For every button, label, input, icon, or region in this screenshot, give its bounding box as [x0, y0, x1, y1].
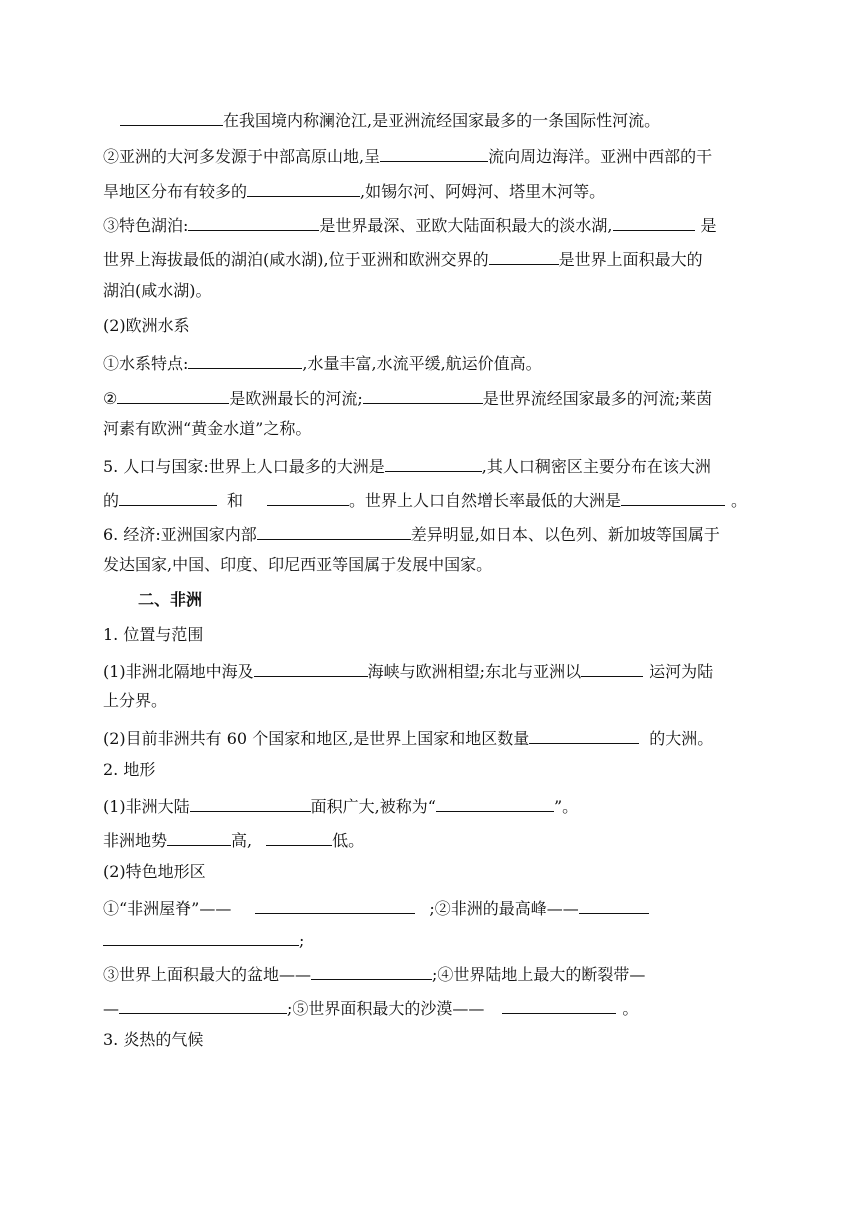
answer-blank[interactable] [380, 144, 488, 162]
landform-line-1 [103, 896, 649, 919]
answer-blank[interactable] [311, 962, 432, 980]
lakes-line-1 [103, 213, 717, 236]
text: ,其人口稠密区主要分布在该大洲 [481, 457, 711, 476]
text: 。 [622, 999, 639, 1018]
terrain-line-1 [103, 794, 578, 817]
text: 是世界最深、亚欧大陆面积最大的淡水湖, [319, 216, 613, 235]
europe-title [103, 316, 190, 336]
text: (2)特色地形区 [103, 862, 206, 881]
text: ”。 [553, 797, 579, 816]
answer-blank[interactable] [119, 488, 217, 506]
mekong-line [120, 108, 660, 131]
text: 。世界上人口自然增长率最低的大洲是 [349, 491, 622, 510]
answer-blank[interactable] [579, 896, 649, 914]
answer-blank[interactable] [190, 794, 311, 812]
text: 差异明显,如日本、以色列、新加坡等国属于 [410, 525, 720, 544]
text: 5. 人口与国家:世界上人口最多的大洲是 [103, 457, 385, 476]
population-line-1 [103, 454, 711, 477]
answer-blank[interactable] [581, 659, 643, 677]
text: 旱地区分布有较多的 [103, 182, 248, 201]
text: 3. 炎热的气候 [103, 1030, 204, 1049]
text: ;④世界陆地上最大的断裂带— [432, 965, 646, 984]
text: ;②非洲的最高峰—— [429, 899, 579, 918]
answer-blank[interactable] [247, 179, 360, 197]
text: (1)非洲大陆 [103, 797, 190, 816]
answer-blank[interactable] [363, 386, 483, 404]
terrain-title [103, 760, 155, 780]
answer-blank[interactable] [385, 454, 482, 472]
text: 是世界上面积最大的 [558, 250, 703, 269]
text: — [103, 999, 119, 1018]
population-line-2 [103, 488, 747, 511]
answer-blank[interactable] [103, 928, 299, 946]
text: 。 [731, 491, 748, 510]
text: 低。 [332, 831, 365, 850]
answer-blank[interactable] [117, 386, 229, 404]
rivers-line-1 [103, 144, 712, 167]
climate-title [103, 1030, 203, 1050]
text: (1)非洲北隔地中海及 [103, 662, 254, 681]
answer-blank[interactable] [621, 488, 725, 506]
text: ③特色湖泊: [103, 216, 189, 235]
africa-heading [138, 590, 202, 610]
text: 是欧洲最长的河流; [229, 389, 363, 408]
text: 湖泊(咸水湖)。 [103, 281, 212, 300]
text: 非洲地势 [103, 831, 168, 850]
answer-blank[interactable] [502, 996, 616, 1014]
rivers-line-2 [103, 179, 605, 202]
text: ③世界上面积最大的盆地—— [103, 965, 312, 984]
text: ;⑤世界面积最大的沙漠—— [287, 999, 485, 1018]
text: ,水量丰富,水流平缓,航运价值高。 [302, 354, 542, 373]
text: 的大洲。 [649, 729, 714, 748]
answer-blank[interactable] [167, 828, 231, 846]
text: 上分界。 [103, 691, 168, 710]
text: 世界上海拔最低的湖泊(咸水湖),位于亚洲和欧洲交界的 [103, 250, 489, 269]
text: 海峡与欧洲相望;东北与亚洲以 [367, 662, 582, 681]
text: 是世界流经国家最多的河流;莱茵 [482, 389, 713, 408]
text: 和 [227, 491, 244, 510]
answer-blank[interactable] [489, 247, 559, 265]
economy-line-1 [103, 522, 720, 545]
europe-feature-line [103, 351, 542, 374]
europe-rivers-line-2 [103, 419, 311, 439]
location-line-2 [103, 691, 167, 711]
text: ② [103, 389, 118, 408]
text: ; [299, 931, 305, 950]
text: 流向周边海洋。亚洲中西部的干 [488, 147, 713, 166]
location-line-3 [103, 726, 713, 749]
answer-blank[interactable] [267, 488, 349, 506]
europe-rivers-line-1 [103, 386, 712, 409]
answer-blank[interactable] [120, 108, 223, 126]
answer-blank[interactable] [529, 726, 639, 744]
text: 河素有欧洲“黄金水道”之称。 [103, 419, 312, 438]
text: 是 [700, 216, 717, 235]
text: ,如锡尔河、阿姆河、塔里木河等。 [360, 182, 606, 201]
text: 在我国境内称澜沧江,是亚洲流经国家最多的一条国际性河流。 [223, 111, 661, 130]
answer-blank[interactable] [257, 522, 411, 540]
answer-blank[interactable] [188, 351, 302, 369]
text: 发达国家,中国、印度、印尼西亚等国属于发展中国家。 [103, 555, 493, 574]
landform-title [103, 862, 206, 882]
text: 高, [231, 831, 253, 850]
location-line-1 [103, 659, 713, 682]
text: ②亚洲的大河多发源于中部高原山地,呈 [103, 147, 381, 166]
lakes-line-3 [103, 281, 212, 301]
lakes-line-2 [103, 247, 703, 270]
text: 1. 位置与范围 [103, 625, 204, 644]
text: ①水系特点: [103, 354, 189, 373]
answer-blank[interactable] [254, 659, 368, 677]
answer-blank[interactable] [436, 794, 554, 812]
location-title [103, 625, 203, 645]
text: 2. 地形 [103, 760, 156, 779]
landform-line-2 [103, 928, 304, 951]
text: (2)目前非洲共有 60 个国家和地区,是世界上国家和地区数量 [103, 729, 530, 748]
answer-blank[interactable] [613, 213, 695, 231]
answer-blank[interactable] [266, 828, 332, 846]
text: 二、非洲 [138, 590, 203, 609]
answer-blank[interactable] [255, 896, 415, 914]
answer-blank[interactable] [188, 213, 319, 231]
text: 6. 经济:亚洲国家内部 [103, 525, 257, 544]
text: 的 [103, 491, 120, 510]
text: 面积广大,被称为“ [310, 797, 436, 816]
landform-line-4 [103, 996, 638, 1019]
economy-line-2 [103, 555, 492, 575]
landform-line-3 [103, 962, 645, 985]
terrain-slope-line [103, 828, 364, 851]
text: 运河为陆 [649, 662, 714, 681]
text: ①“非洲屋脊”—— [103, 899, 232, 918]
text: (2)欧洲水系 [103, 316, 190, 335]
answer-blank[interactable] [119, 996, 287, 1014]
